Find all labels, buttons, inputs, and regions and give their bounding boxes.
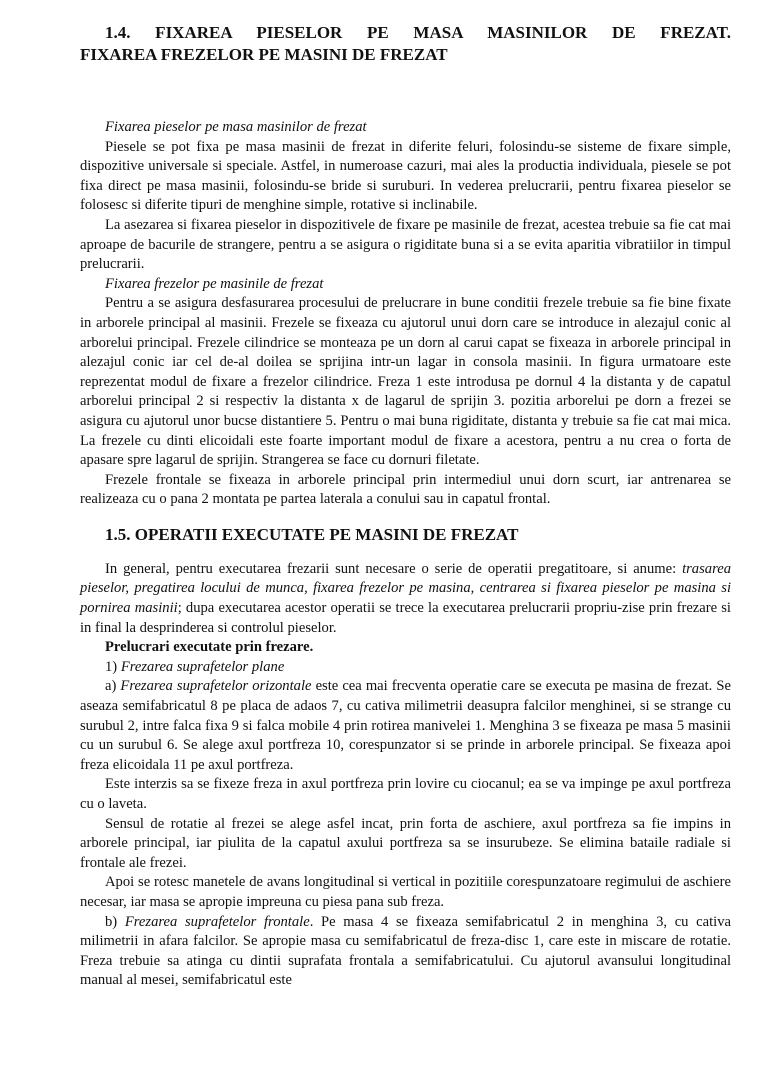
paragraph: Piesele se pot fixa pe masa masinii de frezat in diferite feluri, folosindu-se sisteme de fixare simple, dispozitive universale si speciale. Astfel, in numeroase cazuri, mai ales la productia individuala, piesele se pot fixa direct pe masa masinii, folosindu-se bride si suruburi. In vederea prelucrarii, pentru fixarea pieselor se folosesc si diferite tipuri de menghine simple, rotative si inclinabile.	[80, 138, 731, 214]
list-item-1	[80, 658, 731, 678]
item-prefix: a)	[105, 678, 121, 695]
paragraph-item-b	[80, 913, 731, 991]
paragraph-item-a	[80, 677, 731, 775]
document-page	[80, 22, 731, 991]
section-heading-1-5: 1.5. OPERATII EXECUTATE PE MASINI DE FREZAT	[105, 524, 519, 544]
list-number: 1)	[105, 658, 121, 675]
text-run: In general, pentru executarea frezarii sunt necesare o serie de operatii pregatitoare, si anume:	[105, 560, 683, 577]
heading-line-2: FIXAREA FREZELOR PE MASINI DE FREZAT	[80, 45, 448, 64]
list-label: Frezarea suprafetelor plane	[120, 658, 285, 675]
item-prefix: b)	[105, 913, 125, 930]
paragraph: Frezele frontale se fixeaza in arborele principal prin intermediul unui dorn scurt, iar antrenarea se realizeaza cu o pana 2 montata pe partea laterala a conului sau in capatul frontal.	[80, 471, 731, 508]
heading-line-1: 1.4. FIXAREA PIESELOR PE MASA MASINILOR DE FREZAT.	[105, 23, 731, 42]
paragraph: Pentru a se asigura desfasurarea procesului de prelucrare in bune conditii frezele trebuie sa fie bine fixate in arborele principal al masinii. Frezele se fixeaza cu ajutorul unui dorn care se introduce in alezajul conic al arborelui principal. Frezele cilindrice se monteaza pe un dorn al carui capat se fixeaza in arborele principal in alezajul conic iar cel de-al doilea se sprijina intr-un lagar in consola masinii. In figura urmatoare este reprezentat modul de fixare a frezelor cilindrice. Freza 1 este introdusa pe dornul 4 la distanta y de capatul arborelui principal 2 si respectiv la distanta x de lagarul de sprijin 3. pozitia arborelui pe dorn a frezei se asigura cu ajutorul unor bucse distantiere 5. Pentru o mai buna rigiditate, distanta y trebuie sa fie cat mai mica. La frezele cu dinti elicoidali este foarte important modul de fixare a acestora, pentru a nu crea o forta de apasare spre lagarul de sprijin. Strangerea se face cu dornuri filetate.	[80, 295, 731, 469]
bold-heading-prelucrari: Prelucrari executate prin frezare.	[105, 639, 314, 656]
subheading-fixarea-pieselor: Fixarea pieselor pe masa masinilor de frezat	[105, 119, 367, 135]
text-run: ; dupa executarea acestor operatii se trece la executarea prelucrarii propriu-zise prin frezare si in final la desprinderea si controlul pieselor.	[80, 600, 731, 636]
paragraph: Este interzis sa se fixeze freza in axul portfreza prin lovire cu ciocanul; ea se va impinge pe axul portfreza cu o laveta.	[80, 776, 731, 812]
section-heading-1-4	[80, 22, 731, 66]
paragraph: Sensul de rotatie al frezei se alege asfel incat, prin forta de aschiere, axul portfreza sa fie impins in arborele principal, iar piulita de la capatul axului portfreza sa se insurubeze. Se elimina bataile radiale si frontale ale frezei.	[80, 815, 731, 871]
paragraph: Apoi se rotesc manetele de avans longitudinal si vertical in pozitiile corespunzatoare regimului de aschiere necesar, iar masa se apropie impreuna cu piesa pana sub freza.	[80, 874, 731, 910]
subheading-fixarea-frezelor: Fixarea frezelor pe masinile de frezat	[105, 275, 324, 292]
text-run: . Pe masa 4 se fixeaza semifabricatul 2 in menghina 3, cu cativa milimetrii in afara falcilor. Se apropie masa cu semifabricatul de freza-disc 1, care este in miscare de rotatie. Freza trebuie sa atinga cu dintii suprafata frontala a semifabricatului. Cu ajutorul avansului longitudinal manual al mesei, semifabricatul este	[80, 913, 732, 989]
paragraph	[80, 560, 731, 638]
italic-run: Frezarea suprafetelor orizontale	[120, 678, 312, 695]
text-run: este cea mai frecventa operatie care se executa pe masina de frezat. Se aseaza semifabricatul 8 pe placa de adaos 7, cu cativa milimetrii deasupra falcilor menghinei, si se strange cu surubul 2, intre falca fixa 9 si falca mobile 4 prin rotirea manivelei 1. Menghina 3 se fixeaza pe masa 5 masinii cu un surubul 6. Se alege axul portfreza 10, corespunzator si se prinde in arborele principal. Se fixeaza apoi freza elicoidala 11 pe axul portfreza.	[80, 678, 731, 773]
italic-run: trasarea pieselor, pregatirea locului de munca, fixarea frezelor pe masina, centrarea si fixarea pieselor pe masina si pornirea masinii	[80, 560, 731, 617]
italic-run: Frezarea suprafetelor frontale	[124, 913, 310, 930]
paragraph: La asezarea si fixarea pieselor in dispozitivele de fixare pe masinile de frezat, acestea trebuie sa fie cat mai aproape de bacurile de strangere, pentru a se asigura o rigiditate buna si a se evita aparitia vibratiilor in timpul prelucrarii.	[80, 216, 731, 273]
